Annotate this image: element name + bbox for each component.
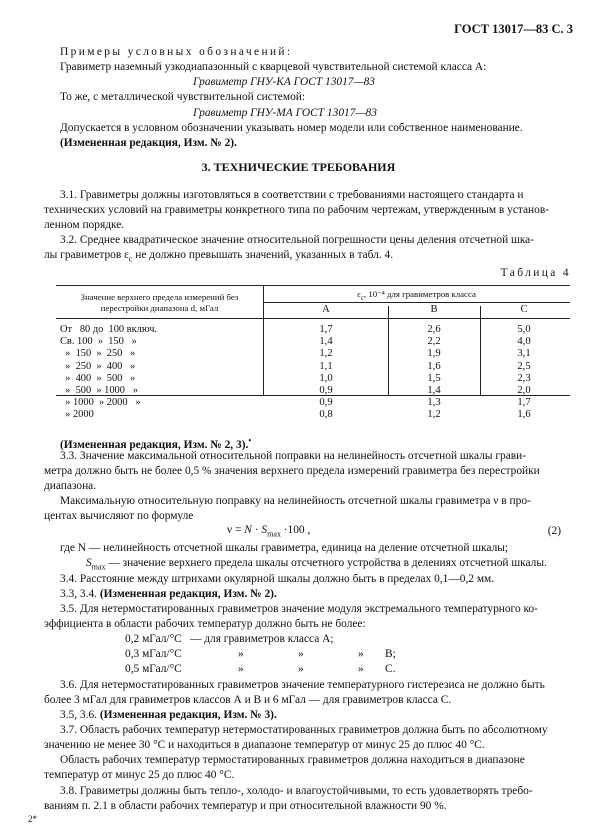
ditto-mark: » — [298, 648, 304, 660]
table-cell: 0,9 — [319, 397, 333, 409]
p32-rest: не должно превышать значений, указанных в табл. 4. — [132, 249, 394, 261]
p34: 3.4. Расстояние между штрихами окулярной шкалы должно быть в пределах 0,1—0,2 мм. — [60, 573, 495, 585]
page-mark: 2* — [28, 814, 37, 824]
p31-line-1: 3.1. Гравиметры должны изготовляться в соответствии с требованиями настоящего стандарта и — [60, 189, 524, 201]
example-line-1: Гравиметр наземный узкодиапазонный с кварцевой чувствительной системой класса А: — [60, 61, 487, 73]
p35-item-2-class: В; — [385, 648, 396, 660]
table-row-label: » 250 » 400 » — [60, 360, 136, 372]
p38-line-1: 3.8. Гравиметры должны быть тепло-, холодо- и влагоустойчивыми, то есть удовлетворять требо- — [60, 785, 533, 797]
table-caption: Таблица 4 — [500, 267, 571, 279]
table-cell: 1,4 — [319, 336, 333, 348]
p35-item-2-value: 0,3 мГал/°С — [125, 648, 182, 660]
table-head-top — [263, 289, 570, 304]
table-cell: 0,8 — [319, 409, 333, 421]
table-row-label: » 400 » 500 » — [60, 372, 136, 384]
table-row-label: От 80 до 100 включ. — [60, 324, 158, 335]
table-head-epsilon-sub: с — [360, 293, 364, 302]
example-code-2: Гравиметр ГНУ-МА ГОСТ 13017—83 — [193, 107, 377, 119]
table-cell: 3,1 — [517, 348, 531, 360]
examples-edit: (Измененная редакция, Изм. № 2). — [60, 137, 237, 149]
example-code-1: Гравиметр ГНУ-КА ГОСТ 13017—83 — [193, 76, 375, 88]
formula-s: S — [261, 524, 268, 536]
p35-line-2: эффициента в области рабочих температур должно быть не более: — [44, 618, 366, 630]
table-col-header-b: В — [430, 304, 438, 315]
table-row-label: » 2000 — [60, 409, 94, 421]
formula-dot: · — [251, 524, 262, 536]
p32-line-1: 3.2. Среднее квадратическое значение относительной погрешности цены деления отсчетной шка- — [60, 234, 535, 246]
p31-line-3: ленном порядке. — [44, 219, 125, 231]
p33-line-1: 3.3. Значение максимальной относительной поправки на нелинейность отсчетной шкалы грави- — [60, 450, 527, 462]
p35-line-1: 3.5. Для нетермостатированных гравиметров значение модуля экстремального температурного ко- — [60, 603, 538, 615]
edit-3-5-3-6-bold: (Измененная редакция, Изм. № 3). — [99, 709, 277, 721]
table-head-left-line-1: Значение верхнего предела измерений без — [80, 292, 239, 302]
p32-epsilon-sub: с — [128, 254, 133, 264]
table-cell: 0,9 — [319, 385, 333, 397]
table-cell: 1,6 — [517, 409, 531, 421]
table-col-header-c: С — [520, 304, 528, 315]
p36-line-1: 3.6. Для нетермостатированных гравиметров значение температурного гистерезиса не должно быть — [60, 679, 545, 691]
table-cell: 2,6 — [427, 324, 441, 335]
table-head-left — [56, 292, 263, 314]
edit-3-5-3-6 — [60, 708, 277, 722]
p33-line-4: Максимальную относительную поправку на нелинейность отсчетной шкалы гравиметра ν в про- — [60, 495, 531, 507]
p38-line-2: ваниям п. 2.1 в области рабочих температур и при относительной влажности 90 %. — [44, 800, 447, 812]
formula-rest: ·100 , — [280, 524, 311, 536]
where-line-1: где N — нелинейность отсчетной шкалы гравиметра, единица на деление отсчетной шкалы; — [60, 542, 509, 554]
edit-3-3-3-4-bold: (Измененная редакция, Изм. № 2). — [99, 588, 277, 600]
table-row-label: » 500 » 1000 » — [60, 385, 138, 397]
ditto-mark: » — [358, 663, 364, 675]
p33-line-5: центах вычисляют по формуле — [44, 510, 194, 522]
formula-number: (2) — [547, 525, 561, 537]
table-cell: 1,7 — [319, 324, 333, 335]
p37-line-2: значению не менее 30 °С и находиться в диапазоне температур от минус 25 до плюс 40 °С. — [44, 739, 485, 751]
where-text: — значение верхнего предела шкалы отсчетного устройства в делениях отсчетной шкалы. — [105, 557, 547, 569]
p35-item-1-value: 0,2 мГал/°С — [125, 633, 182, 645]
table-cell: 2,5 — [517, 360, 531, 372]
table-cell: 1,6 — [427, 360, 441, 372]
p35-item-3-value: 0,5 мГал/°С — [125, 663, 182, 675]
table-cell: 1,2 — [319, 348, 333, 360]
p36-line-2: более 3 мГал для гравиметров классов А и В и 6 мГал — для гравиметров класса С. — [44, 694, 452, 706]
edit-3-3-3-4-pre: 3.3, 3.4. — [60, 588, 100, 600]
table-4 — [56, 285, 570, 421]
table-row-labels — [60, 324, 157, 422]
formula-n: N — [244, 524, 252, 536]
edit-2-3-text: (Измененная редакция, Изм. № 2, 3). — [60, 438, 249, 451]
p32-epsilon: лы гравиметров ε — [44, 249, 129, 261]
ditto-mark: » — [358, 648, 364, 660]
table-cell: 1,1 — [319, 360, 333, 372]
examples-note: Допускается в условном обозначении указывать номер модели или собственное наименование. — [60, 122, 523, 134]
examples-heading: Примеры условных обозначений: — [60, 46, 293, 58]
table-col-a — [286, 324, 366, 422]
formula-sub: max — [267, 529, 281, 539]
ditto-mark: » — [238, 648, 244, 660]
p35-item-3-class: С. — [385, 663, 396, 675]
table-cell: 1,0 — [319, 372, 333, 384]
section-title: 3. ТЕХНИЧЕСКИЕ ТРЕБОВАНИЯ — [201, 160, 396, 174]
p35-item-1-text: — для гравиметров класса А; — [190, 633, 334, 645]
p33-line-2: метра должно быть не более 0,5 % значения верхнего предела измерений гравиметра без перестройки — [44, 465, 540, 477]
table-cell: 2,2 — [427, 336, 441, 348]
table-cell: 1,2 — [427, 409, 441, 421]
table-cell: 1,7 — [517, 397, 531, 409]
edit-3-5-3-6-pre: 3.5, 3.6. — [60, 709, 100, 721]
table-cell: 1,3 — [427, 397, 441, 409]
table-cell: 1,4 — [427, 385, 441, 397]
table-cell: 1,5 — [427, 372, 441, 384]
p37-line-4: температур от минус 25 до плюс 40 °С. — [44, 769, 235, 781]
p37-line-3: Область рабочих температур термостатированных гравиметров должна находиться в диапазоне — [60, 754, 525, 766]
edit-2-3-mark: • — [248, 436, 252, 445]
p37-line-1: 3.7. Область рабочих температур нетермостатированных гравиметров должна быть по абсолютному — [60, 724, 548, 736]
ditto-mark: » — [298, 663, 304, 675]
formula-lhs: ν = — [227, 524, 245, 536]
table-row-label: » 150 » 250 » — [60, 348, 136, 360]
table-head-epsilon: ε — [357, 289, 361, 299]
where-s: S — [86, 557, 92, 569]
p31-line-2: технических условий на гравиметры конкретного типа по рабочим чертежам, утвержденным в установ- — [44, 204, 550, 216]
edit-3-3-3-4 — [60, 587, 277, 601]
table-cell: 1,9 — [427, 348, 441, 360]
table-col-header-a: А — [322, 304, 330, 315]
table-cell: 5,0 — [517, 324, 531, 335]
table-cell: 2,0 — [517, 385, 531, 397]
p32-line-2 — [44, 248, 393, 266]
table-row-label: » 1000 » 2000 » — [60, 397, 141, 409]
example-line-2: То же, с металлической чувствительной системой: — [60, 91, 306, 103]
table-cell: 2,3 — [517, 372, 531, 384]
table-col-b — [394, 324, 474, 422]
table-cell: 4,0 — [517, 336, 531, 348]
formula — [227, 523, 310, 541]
table-head-left-line-2: перестройки диапазона d, мГал — [100, 303, 219, 313]
where-sub: max — [91, 562, 106, 572]
p33-line-3: диапазона. — [44, 480, 97, 492]
table-row-label: Св. 100 » 150 » — [60, 336, 137, 348]
table-col-c — [484, 324, 564, 422]
table-head-top-rest: , 10⁻⁴ для гравиметров класса — [363, 289, 476, 299]
ditto-mark: » — [238, 663, 244, 675]
page-header: ГОСТ 13017—83 С. 3 — [454, 22, 573, 36]
